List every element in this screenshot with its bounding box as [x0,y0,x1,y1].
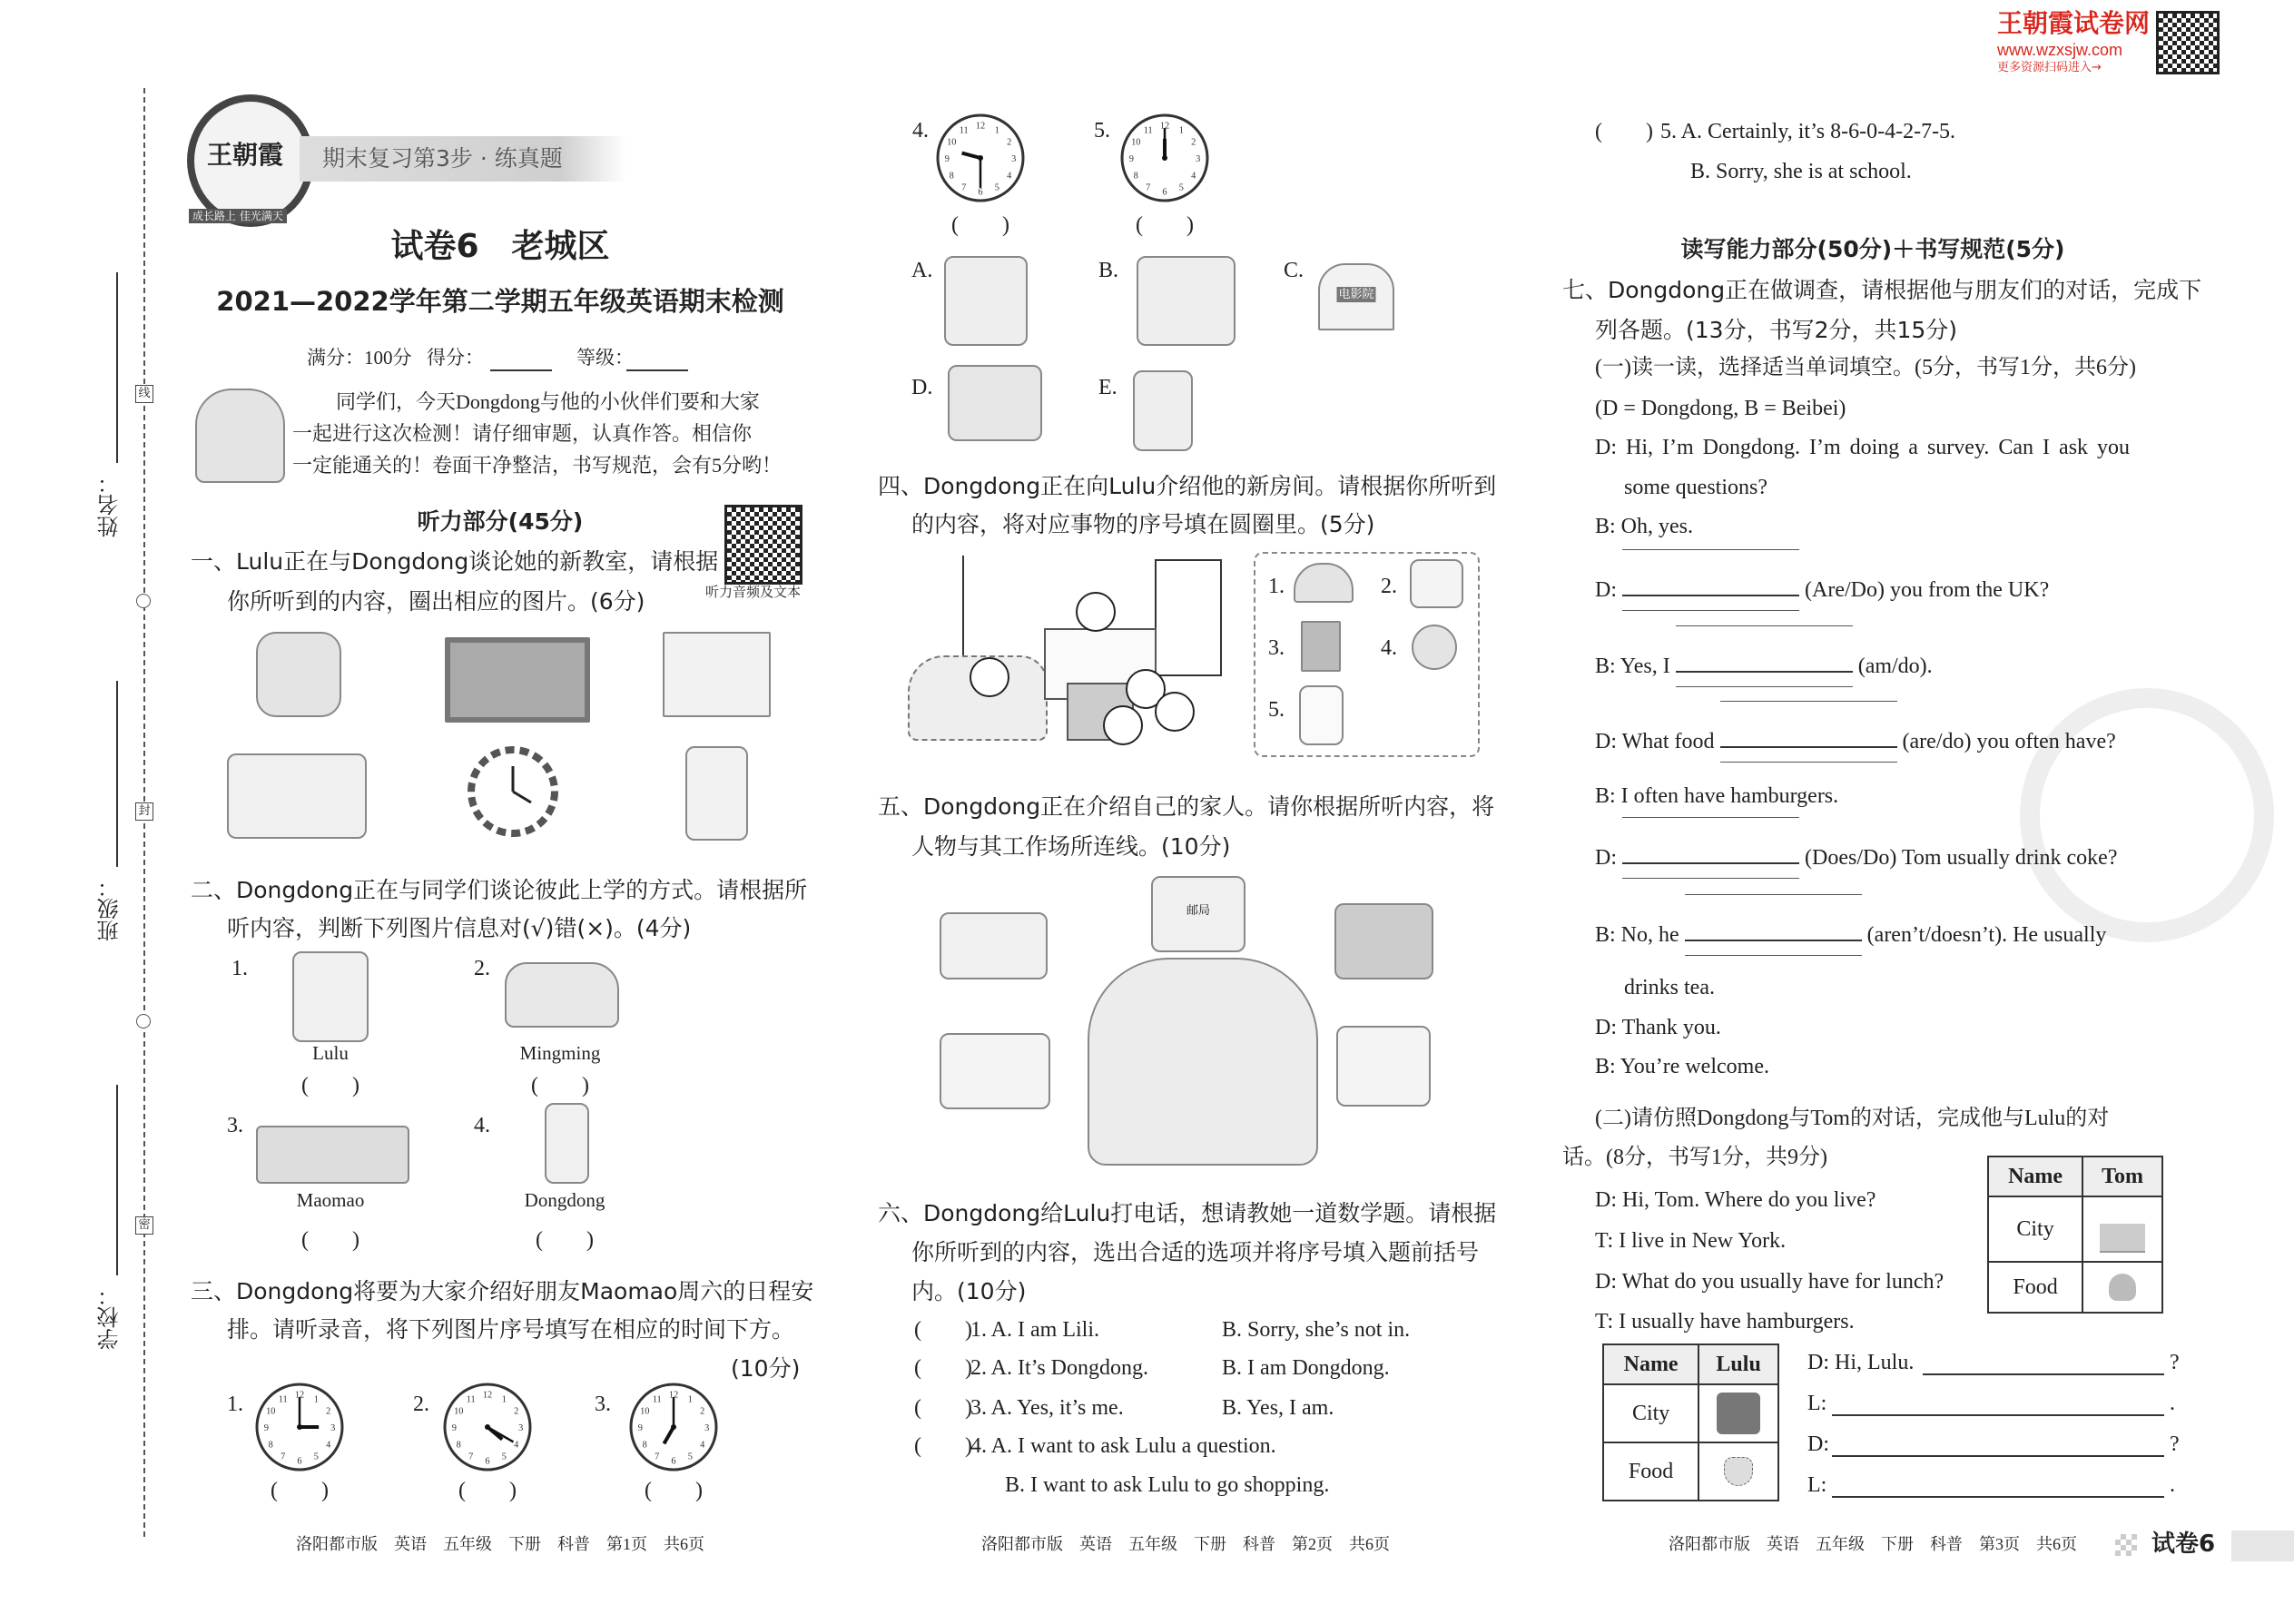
svg-text:11: 11 [652,1394,662,1405]
binding-hole [136,594,151,608]
dialog-line-fill: D: What food (are/do) you often have? [1595,726,2116,753]
svg-text:7: 7 [281,1452,286,1462]
svg-text:12: 12 [975,121,986,132]
svg-text:1: 1 [687,1394,693,1405]
svg-text:3: 3 [704,1423,710,1433]
bag-icon [1410,559,1463,608]
svg-text:8: 8 [949,171,954,182]
paper-subtitle: 2021—2022学年第二学期五年级英语期末检测 [216,286,784,317]
desk-picture[interactable] [663,632,771,717]
table-header: Name [1603,1344,1698,1384]
cinema-sign: 电影院 [1338,288,1374,301]
post-office-sign: 邮局 [1186,904,1211,918]
paper-title: 试卷6 老城区 [390,228,610,265]
punctuation: ? [2170,1432,2180,1456]
answer-line-input[interactable] [1832,1435,2164,1457]
class-field[interactable] [116,681,118,867]
intro-line: 一定能通关的！卷面干净整洁，书写规范，会有5分哟！ [292,454,783,477]
table-cell: Food [1603,1442,1698,1501]
name-label: 姓名： [97,472,123,537]
plants-picture[interactable] [227,753,367,839]
question-1-text: 你所听到的内容，圈出相应的图片。(6分) [227,588,645,615]
item-name: Maomao [296,1189,365,1211]
question-6-text: 你所听到的内容，选出合适的选项并将序号填入题前括号 [911,1239,1480,1265]
svg-text:9: 9 [263,1423,269,1433]
svg-text:8: 8 [268,1440,273,1451]
site-name: 王朝霞试卷网 [1997,8,2151,38]
score-label: 得分： [427,347,484,369]
intro-line: 一起进行这次检测！请仔细审题，认真作答。相信你 [292,422,753,445]
answer-paren[interactable]: ( ) [301,1074,359,1097]
site-hint: 更多资源扫码进入→ [1997,61,2102,74]
clock-icon [254,1382,345,1477]
logo-slogan: 成长路上 佳光满天 [189,209,287,223]
svg-text:10: 10 [266,1406,276,1417]
listening-heading: 听力部分(45分) [417,508,584,535]
answer-paren[interactable]: ( ) [536,1228,594,1252]
svg-text:4: 4 [1191,171,1196,182]
tom-info-table [1987,1156,2163,1314]
answer-line-input[interactable] [1923,1353,2164,1375]
hospital-picture[interactable] [940,912,1048,979]
cinema-picture [1318,263,1394,330]
svg-text:11: 11 [1143,125,1153,136]
question-3-text: 三、Dongdong将要为大家介绍好朋友Maomao周六的日程安 [191,1278,814,1304]
clock-number: 1. [227,1393,243,1416]
svg-text:12: 12 [294,1390,305,1401]
svg-text:10: 10 [640,1406,650,1417]
boy-reading-picture [1133,370,1193,451]
svg-text:3: 3 [1196,154,1201,164]
question-3-score: (10分) [731,1355,801,1382]
svg-text:4: 4 [700,1440,705,1451]
wall-clock-picture[interactable] [468,746,558,837]
svg-text:12: 12 [1159,121,1170,132]
svg-text:1: 1 [313,1394,319,1405]
blank-input[interactable] [1622,842,1799,864]
new-york-skyline-icon [2082,1196,2162,1262]
answer-circle[interactable] [1076,592,1116,632]
punctuation: . [2170,1392,2175,1415]
option-b: B. I am Dongdong. [1222,1356,1390,1380]
option-a: 1. A. I am Lili. [970,1318,1099,1342]
svg-text:4: 4 [1007,171,1012,182]
ball-icon [1412,625,1457,670]
longmen-grottoes-icon [1698,1384,1778,1442]
example-dialog-line: D: What do you usually have for lunch? [1595,1270,1944,1294]
svg-text:1: 1 [994,125,999,136]
page-footer: 洛阳都市版 英语 五年级 下册 科普 第2页 共6页 [981,1535,1390,1553]
bus-picture [256,1126,409,1184]
question-5-text: 人物与其工作场所连线。(10分) [911,833,1231,860]
svg-text:10: 10 [454,1406,464,1417]
table-cell: City [1603,1384,1698,1442]
dialog-line-fill: D: (Does/Do) Tom usually drink coke? [1595,842,2117,869]
question-4-text: 的内容，将对应事物的序号填在圆圈里。(5分) [911,511,1375,537]
svg-text:12: 12 [668,1390,679,1401]
option-label: B. [1098,259,1119,282]
clock-number: 2. [413,1393,429,1416]
svg-text:6: 6 [978,187,983,198]
clock-number: 3. [595,1393,611,1416]
paper-tag: 试卷6 [2151,1530,2216,1558]
svg-text:8: 8 [456,1440,461,1451]
clock-icon [628,1382,719,1477]
class-label: 班级： [97,876,123,941]
table-cell: City [1988,1196,2082,1262]
full-score: 满分：100分 [307,347,412,369]
chair-picture[interactable] [685,746,748,841]
blank-input[interactable] [1676,651,1853,673]
girl-mascot-image [195,389,285,483]
speaker-prefix: L: [1807,1392,1827,1415]
speaker-prefix: L: [1807,1473,1827,1497]
svg-text:2: 2 [514,1406,519,1417]
reading-heading: 读写能力部分(50分)＋书写规范(5分) [1680,236,2065,262]
option-b: B. Sorry, she’s not in. [1222,1318,1411,1342]
svg-text:11: 11 [278,1394,288,1405]
svg-text:11: 11 [959,125,969,136]
svg-text:3: 3 [330,1423,336,1433]
site-url[interactable]: www.wzxsjw.com [1997,41,2123,59]
question-7-text: 七、Dongdong正在做调查，请根据他与朋友们的对话，完成下 [1562,277,2202,303]
question-4-text: 四、Dongdong正在向Lulu介绍他的新房间。请根据你所听到 [878,473,1497,499]
cap-icon [1294,563,1354,603]
answer-paren[interactable]: ( ) [301,1228,359,1252]
grade-field[interactable] [626,349,688,371]
school-label: 学校： [97,1284,123,1350]
item-number: 2. [474,957,490,980]
score-field[interactable] [490,349,552,371]
question-6-text: 六、Dongdong给Lulu打电话，想请教她一道数学题。请根据 [878,1200,1497,1226]
answer-paren[interactable]: ( ) [914,1318,972,1342]
qr-caption: 听力音频及文本 [705,586,802,600]
answer-paren[interactable]: ( ) [914,1356,972,1380]
option-a: 3. A. Yes, it’s me. [970,1396,1124,1420]
dialog-line: some questions? [1624,476,1767,499]
books-icon [1301,621,1341,672]
dialog-line: B: You’re welcome. [1595,1055,1769,1078]
boy-sleeping-picture [948,365,1042,441]
speaker-key: (D = Dongdong, B = Beibei) [1595,397,1846,420]
item-number: 2. [1381,575,1397,598]
school-field[interactable] [116,1085,118,1275]
svg-text:8: 8 [1133,171,1138,182]
clock-icon [1119,113,1210,208]
blank-input[interactable] [1685,920,1862,941]
star-picture[interactable] [256,632,341,717]
part-1-title: (一)读一读，选择适当单词填空。(5分，书写1分，共6分) [1595,356,2136,379]
option-b: B. Yes, I am. [1222,1396,1334,1420]
svg-text:7: 7 [1146,182,1151,193]
option-label: E. [1098,376,1117,399]
item-name: Mingming [519,1042,601,1064]
example-dialog-line: D: Hi, Tom. Where do you live? [1595,1188,1876,1212]
family-picture [1088,958,1318,1166]
svg-text:6: 6 [485,1456,490,1467]
room-items-box [1254,552,1480,757]
car-picture [505,962,619,1028]
factory-picture[interactable] [1336,1026,1431,1107]
question-6-text: 内。(10分) [911,1278,1027,1304]
svg-text:7: 7 [655,1452,660,1462]
svg-text:2: 2 [1007,137,1012,148]
svg-text:1: 1 [501,1394,507,1405]
item-number: 3. [227,1114,243,1137]
dialog-line: B: I often have hamburgers. [1595,784,1839,808]
bedroom-picture [908,556,1236,753]
boy-walking-picture [545,1103,589,1184]
item-number: 1. [231,957,248,980]
item-name: Lulu [312,1042,349,1064]
answer-paren[interactable]: ( ) [914,1396,972,1420]
svg-text:5: 5 [1178,182,1184,193]
svg-text:9: 9 [944,154,950,164]
svg-text:12: 12 [482,1390,493,1401]
answer-paren[interactable]: ( ) [531,1074,589,1097]
question-7-text: 列各题。(13分，书写2分，共15分) [1595,317,1958,343]
svg-text:5: 5 [994,182,999,193]
table-cell: Food [1988,1262,2082,1313]
part-2-title: 话。(8分，书写1分，共9分) [1562,1146,1827,1169]
svg-text:1: 1 [1178,125,1184,136]
answer-circle[interactable] [970,657,1009,697]
svg-text:7: 7 [961,182,967,193]
svg-text:5: 5 [687,1452,693,1462]
example-dialog-line: T: I usually have hamburgers. [1595,1310,1855,1334]
svg-text:6: 6 [671,1456,676,1467]
svg-text:6: 6 [297,1456,302,1467]
qr-code-icon[interactable] [2156,11,2220,74]
table-header: Tom [2082,1156,2162,1196]
question-2-text: 听内容，判断下列图片信息对(√)错(×)。(4分) [227,915,692,941]
option-label: C. [1284,259,1305,282]
answer-line-input[interactable] [1832,1394,2164,1416]
option-b: B. I want to ask Lulu to go shopping. [1005,1473,1330,1497]
option-label: A. [911,259,933,282]
seal-mark-secret: 密 [135,1216,153,1235]
answer-paren[interactable]: ( ) [914,1434,972,1458]
seal-mark-line: 线 [135,385,153,403]
option-a: 4. A. I want to ask Lulu a question. [970,1434,1276,1458]
grade-label: 等级： [576,347,634,369]
svg-text:8: 8 [642,1440,647,1451]
svg-text:9: 9 [1128,154,1134,164]
svg-text:5: 5 [313,1452,319,1462]
hamburger-icon [2082,1262,2162,1313]
noodle-bowl-icon [1698,1442,1778,1501]
option-a: 2. A. It’s Dongdong. [970,1356,1149,1380]
section-banner [300,136,626,182]
question-3-text: 排。请听录音，将下列图片序号填写在相应的时间下方。 [227,1316,795,1343]
clock-number: 5. [1094,119,1110,143]
table-header: Lulu [1698,1344,1778,1384]
example-dialog-line: T: I live in New York. [1595,1229,1787,1253]
speaker-prefix: D: Hi, Lulu. [1807,1351,1915,1374]
svg-text:5: 5 [501,1452,507,1462]
svg-text:9: 9 [451,1423,457,1433]
door [1155,559,1222,676]
dialog-line-fill: B: No, he (aren’t/doesn’t). He usually [1595,920,2106,946]
item-number: 3. [1268,636,1285,660]
svg-text:3: 3 [518,1423,524,1433]
seal-mark-seal: 封 [135,802,153,821]
svg-text:9: 9 [637,1423,643,1433]
svg-text:10: 10 [947,137,957,148]
lulu-info-table [1602,1343,1779,1501]
store-picture[interactable] [1334,903,1433,979]
banner-text: 期末复习第3步 · 练真题 [322,145,563,172]
answer-circle[interactable] [1155,692,1195,732]
svg-text:2: 2 [326,1406,331,1417]
svg-text:2: 2 [700,1406,705,1417]
question-1-text: 一、Lulu正在与Dongdong谈论她的新教室，请根据 [191,548,719,575]
punctuation: . [2170,1473,2175,1497]
boy-doing-homework-picture [944,256,1028,346]
answer-paren[interactable]: ( ) [1595,120,1653,143]
blank-input[interactable] [1622,575,1799,596]
svg-text:4: 4 [514,1440,519,1451]
dialog-line: drinks tea. [1624,976,1715,999]
intro-line: 同学们，今天Dongdong与他的小伙伴们要和大家 [336,390,760,413]
decor-squares-icon [2115,1534,2137,1556]
item-number: 4. [474,1114,490,1137]
footer-bar [2231,1530,2294,1561]
item-number: 1. [1268,575,1285,598]
cat-icon [1299,685,1344,745]
dialog-line: D: Thank you. [1595,1016,1721,1039]
name-field[interactable] [116,272,118,463]
blackboard-picture[interactable] [445,637,590,723]
dialog-line: B: Oh, yes. [1595,515,1693,538]
item-name: Dongdong [524,1189,605,1211]
dialog-line-fill: D: (Are/Do) you from the UK? [1595,575,2049,601]
svg-text:10: 10 [1131,137,1141,148]
answer-paren[interactable]: ( ) [951,213,1009,237]
clock-icon [935,113,1026,208]
blank-input[interactable] [1720,726,1897,748]
question-2-text: 二、Dongdong正在与同学们谈论彼此上学的方式。请根据所 [191,877,808,903]
boy-waking-up-picture [1137,256,1236,346]
table-header: Name [1988,1156,2082,1196]
item-number: 5. [1268,698,1285,722]
post-office-picture[interactable] [1151,876,1245,952]
punctuation: ? [2170,1351,2180,1374]
option-b: B. Sorry, she is at school. [1690,160,1912,183]
option-label: D. [911,376,933,399]
answer-circle[interactable] [1103,705,1143,745]
svg-text:7: 7 [468,1452,474,1462]
binding-hole [136,1014,151,1029]
clock-number: 4. [912,119,929,143]
option-a: 5. A. Certainly, it’s 8-6-0-4-2-7-5. [1660,120,1956,143]
answer-paren[interactable]: ( ) [271,1479,329,1502]
audio-qr-code-icon[interactable] [724,505,802,585]
answer-line-input[interactable] [1832,1476,2164,1498]
part-2-title: (二)请仿照Dongdong与Tom的对话，完成他与Lulu的对 [1595,1107,2110,1130]
item-number: 4. [1381,636,1397,660]
dialog-line-fill: B: Yes, I (am/do). [1595,651,1933,677]
clock-icon [442,1382,533,1477]
svg-text:3: 3 [1011,154,1017,164]
svg-text:6: 6 [1162,187,1167,198]
answer-paren[interactable]: ( ) [1136,213,1194,237]
svg-text:2: 2 [1191,137,1196,148]
svg-text:11: 11 [466,1394,476,1405]
dialog-line: D: Hi, I’m Dongdong. I’m doing a survey. Can I ask you [1595,436,2131,459]
school-picture[interactable] [940,1033,1050,1109]
answer-paren[interactable]: ( ) [458,1479,517,1502]
svg-text:4: 4 [326,1440,331,1451]
answer-paren[interactable]: ( ) [645,1479,703,1502]
page-footer: 洛阳都市版 英语 五年级 下册 科普 第1页 共6页 [296,1535,704,1553]
page-footer: 洛阳都市版 英语 五年级 下册 科普 第3页 共6页 [1669,1535,2077,1553]
speaker-prefix: D: [1807,1432,1829,1456]
question-5-text: 五、Dongdong正在介绍自己的家人。请你根据所听内容，将 [878,793,1495,820]
brand-logo [187,94,314,227]
logo-text: 王朝霞 [207,140,284,170]
girl-riding-bike-picture [292,951,369,1042]
